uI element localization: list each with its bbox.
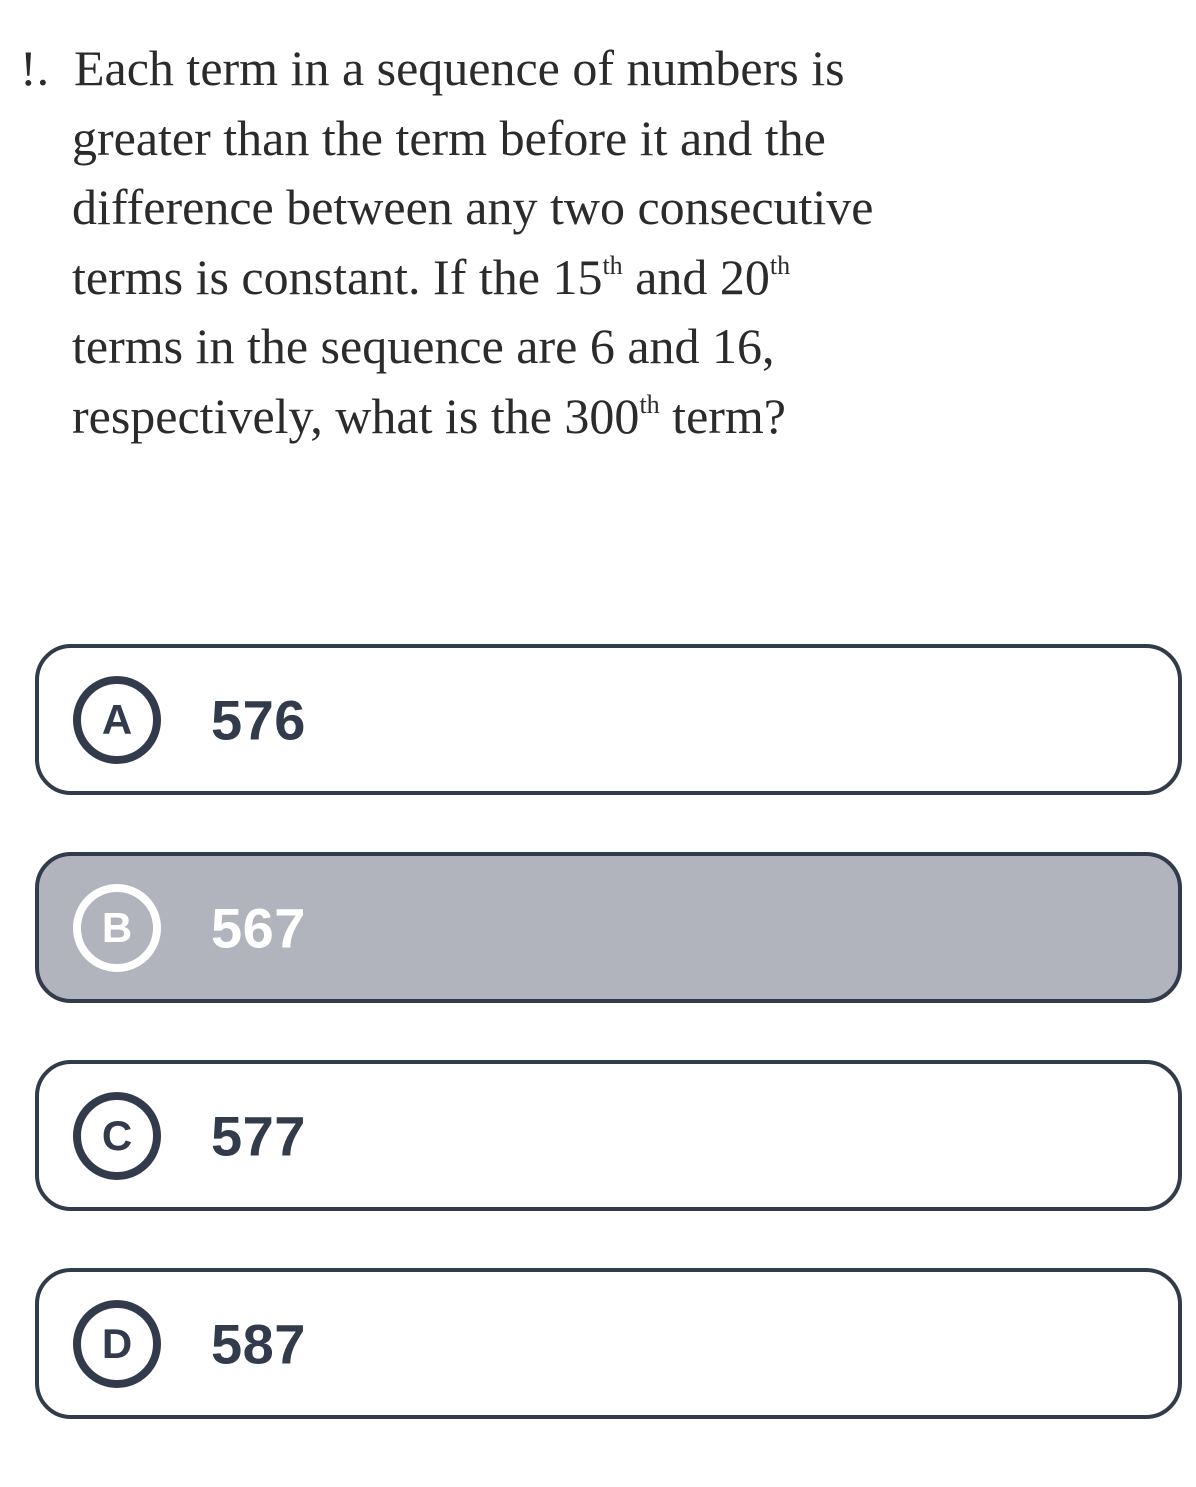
choice-letter-a-icon: A bbox=[73, 676, 161, 764]
question-number: !. bbox=[20, 40, 50, 96]
choice-letter-c-icon: C bbox=[73, 1092, 161, 1180]
question-text bbox=[0, 34, 1100, 451]
choice-value-c: 577 bbox=[211, 1104, 306, 1167]
question-line-1 bbox=[0, 34, 1100, 104]
question-line-3-text: difference between any two consecutive bbox=[72, 179, 874, 235]
choice-value-b: 567 bbox=[211, 896, 306, 959]
answer-choice-c[interactable] bbox=[35, 1060, 1182, 1211]
ordinal-suffix: th bbox=[769, 250, 791, 280]
answer-choice-d[interactable] bbox=[35, 1268, 1182, 1419]
question-line-6 bbox=[0, 382, 1100, 452]
question-line-2-text: greater than the term before it and the bbox=[72, 109, 826, 166]
question-line-1-text: Each term in a sequence of numbers is bbox=[74, 40, 845, 96]
ordinal-suffix: th bbox=[602, 250, 623, 280]
question-line-5 bbox=[0, 312, 1100, 382]
question-line-6-part-a: respectively, what is the 300 bbox=[72, 387, 640, 444]
choice-value-d: 587 bbox=[211, 1312, 306, 1375]
question-line-4-part-a: terms is constant. If the 15 bbox=[72, 248, 603, 305]
question-line-5-text: terms in the sequence are 6 and 16, bbox=[72, 318, 775, 374]
question-line-4-part-b: and 20 bbox=[622, 248, 770, 305]
answer-choice-a[interactable] bbox=[35, 644, 1182, 795]
question-line-2 bbox=[0, 104, 1100, 174]
question-line-3 bbox=[0, 173, 1100, 243]
choice-value-a: 576 bbox=[211, 688, 306, 751]
question-line-6-part-b: term? bbox=[659, 387, 786, 444]
answer-choice-b[interactable] bbox=[35, 852, 1182, 1003]
choice-letter-b-icon: B bbox=[73, 884, 161, 972]
choice-letter-d-icon: D bbox=[73, 1300, 161, 1388]
question-line-4 bbox=[0, 243, 1100, 313]
ordinal-suffix: th bbox=[639, 389, 660, 419]
